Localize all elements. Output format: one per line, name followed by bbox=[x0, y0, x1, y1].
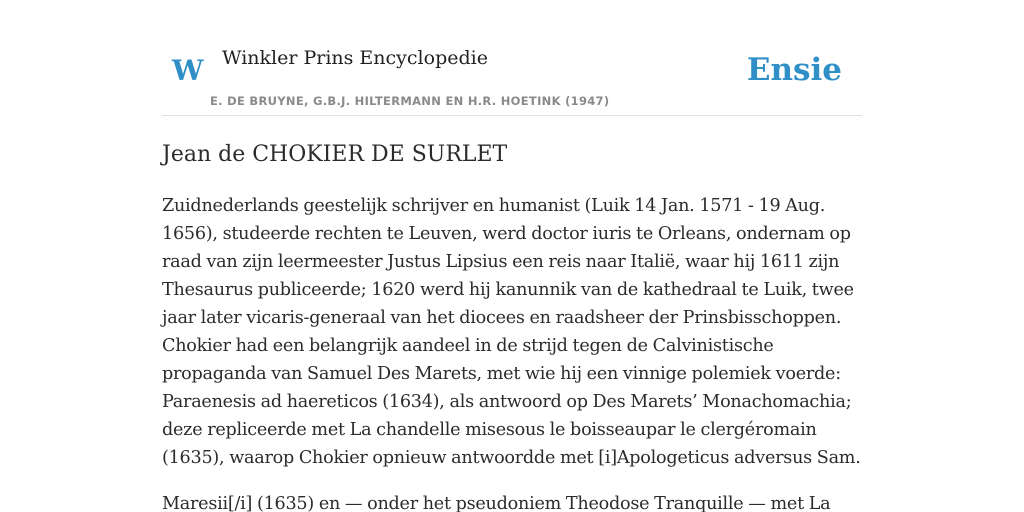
article-title: Jean de CHOKIER DE SURLET bbox=[162, 142, 508, 167]
paragraph: Zuidnederlands geestelijk schrijver en humanist (Luik 14 Jan. 1571 - 19 Aug. 1656), studeerde rechten te Leuven, werd doctor iuris te Orleans, ondernam op raad van zijn leermeester Justus Lipsius een reis naar Italië, waar hij 1611 zijn Thesaurus publiceerde; 1620 werd hij kanunnik van de kathedraal te Luik, twee jaar later vicaris-generaal van het diocees en raadsheer der Prinsbisschoppen. Chokier had een belangrijk aandeel in de strijd tegen de Calvinistische propaganda van Samuel Des Marets, met wie hij een vinnige polemiek voerde: Paraenesis ad haereticos (1634), als antwoord op Des Marets’ Monachomachia; deze repliceerde met La chandelle misesous le boisseaupar le clergéromain (1635), waarop Chokier opnieuw antwoordde met [i]Apologeticus adversus Sam. bbox=[162, 196, 861, 468]
site-header bbox=[162, 0, 862, 116]
logo-w-icon[interactable]: W bbox=[172, 54, 204, 87]
brand-logo[interactable]: Ensie bbox=[746, 52, 842, 88]
paragraph: Maresii[/i] (1635) en — onder het pseudoniem Theodose Tranquille — met La bbox=[162, 494, 831, 512]
authors-line: E. DE BRUYNE, G.B.J. HILTERMANN EN H.R. HOETINK (1947) bbox=[210, 94, 610, 108]
article-body bbox=[162, 192, 862, 512]
site-title[interactable]: Winkler Prins Encyclopedie bbox=[222, 47, 488, 69]
